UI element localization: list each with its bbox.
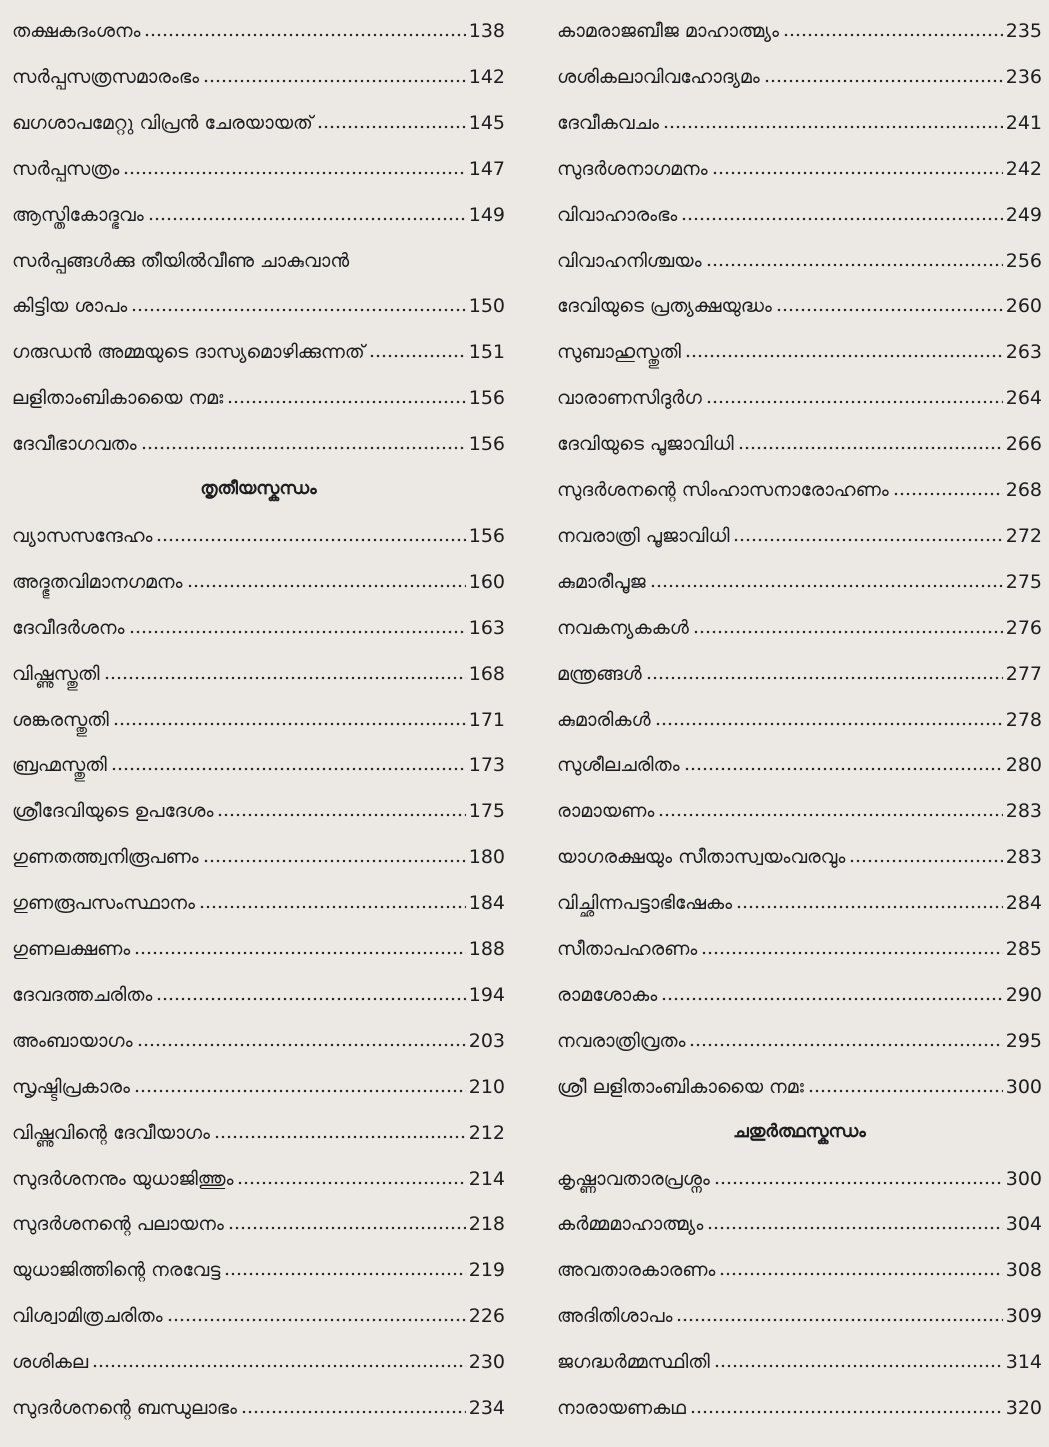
toc-entry-title: കാമരാജബീജ മാഹാത്മ്യം: [557, 20, 779, 42]
toc-entry-title: ഗുണരൂപസംസ്ഥാനം: [12, 892, 195, 915]
toc-entry-page-number: 283: [1005, 800, 1042, 823]
toc-entry[interactable]: [557, 1199, 1042, 1237]
toc-entry-page-number: 280: [1005, 754, 1042, 777]
toc-entry-title: വിവാഹനിശ്ചയം: [557, 249, 702, 272]
toc-entry-page-number: 188: [468, 938, 505, 960]
toc-entry[interactable]: [12, 236, 505, 274]
dot-leader: [113, 721, 466, 727]
dot-leader: [733, 537, 1002, 543]
toc-entry-page-number: 226: [468, 1305, 505, 1328]
toc-entry[interactable]: [557, 786, 1042, 824]
toc-entry-page-number: 175: [468, 800, 505, 823]
dot-leader: [317, 124, 466, 130]
toc-entry[interactable]: [557, 1062, 1042, 1100]
dot-leader: [156, 996, 465, 1002]
dot-leader: [736, 904, 1003, 910]
toc-entry-page-number: 278: [1005, 708, 1042, 731]
toc-entry-title: അദ്ഭുതവിമാനഗമനം: [12, 570, 183, 593]
toc-entry-page-number: 263: [1005, 341, 1042, 364]
toc-entry-title: ശശികല: [12, 1351, 89, 1374]
toc-entry[interactable]: [12, 98, 505, 136]
dot-leader: [676, 1317, 1002, 1323]
toc-entry[interactable]: [557, 1154, 1042, 1192]
toc-entry[interactable]: [12, 419, 505, 457]
toc-entry-title: ഗരുഡൻ അമ്മയുടെ ദാസ്യമൊഴിക്കുന്നത്: [12, 341, 365, 364]
dot-leader: [199, 904, 466, 910]
toc-entry[interactable]: [557, 419, 1042, 457]
dot-leader: [156, 537, 465, 543]
toc-entry[interactable]: [12, 190, 505, 228]
toc-entry[interactable]: [557, 1383, 1042, 1421]
dot-leader: [141, 445, 466, 451]
dot-leader: [714, 1180, 1003, 1186]
toc-entry-title: സൃഷ്ടിപ്രകാരം: [12, 1075, 130, 1098]
toc-entry[interactable]: [557, 1016, 1042, 1054]
toc-entry-title: ആസ്തികോദ്ഭവം: [12, 203, 144, 226]
toc-entry-title: ശ്രീ ലളിതാംബികായൈ നമഃ: [557, 1075, 804, 1098]
toc-entry-title: വിവാഹാരംഭം: [557, 203, 678, 226]
toc-entry-page-number: 235: [1005, 20, 1042, 42]
toc-entry[interactable]: [12, 281, 505, 319]
dot-leader: [650, 583, 1003, 589]
toc-entry-page-number: 163: [468, 616, 505, 639]
toc-entry-page-number: 266: [1005, 433, 1042, 456]
toc-entry-page-number: 218: [468, 1213, 505, 1236]
dot-leader: [685, 353, 1003, 359]
dot-leader: [693, 629, 1003, 635]
toc-entry-title: കുമാരീപൂജ: [557, 570, 646, 593]
toc-entry-title: സുശീലചരിതം: [557, 754, 680, 777]
toc-entry-page-number: 285: [1005, 938, 1042, 960]
toc-entry-page-number: 180: [468, 846, 505, 869]
toc-entry-title: ഗുണലക്ഷണം: [12, 938, 131, 960]
toc-entry-page-number: 219: [468, 1259, 505, 1282]
dot-leader: [738, 445, 1003, 451]
toc-entry-page-number: 236: [1005, 65, 1042, 88]
toc-entry[interactable]: [557, 603, 1042, 641]
toc-entry[interactable]: [12, 695, 505, 733]
dot-leader: [849, 858, 1002, 864]
dot-leader: [783, 32, 1003, 38]
toc-entry-title: സർപ്പസത്രസമാരംഭം: [12, 65, 200, 88]
toc-entry-title: കൃഷ്ണാവതാരപ്രശ്നം: [557, 1167, 710, 1190]
toc-entry-page-number: 212: [468, 1121, 505, 1144]
dot-leader: [131, 307, 466, 313]
toc-entry[interactable]: [557, 1291, 1042, 1329]
dot-leader: [217, 812, 465, 818]
toc-entry-page-number: 241: [1005, 111, 1042, 134]
dot-leader: [92, 1363, 466, 1369]
dot-leader: [706, 399, 1003, 405]
toc-entry-page-number: 138: [468, 20, 505, 42]
toc-entry[interactable]: [557, 695, 1042, 733]
toc-entry[interactable]: [12, 1337, 505, 1375]
toc-entry-page-number: 249: [1005, 203, 1042, 226]
toc-entry-page-number: 210: [468, 1075, 505, 1098]
toc-entry[interactable]: [12, 373, 505, 411]
toc-entry-page-number: 156: [468, 387, 505, 410]
toc-entry-page-number: 277: [1005, 662, 1042, 685]
toc-entry[interactable]: [557, 144, 1042, 182]
dot-leader: [663, 124, 1003, 130]
dot-leader: [187, 583, 466, 589]
toc-entry[interactable]: [12, 603, 505, 641]
toc-entry-title: കർമ്മമാഹാത്മ്യം: [557, 1213, 704, 1236]
dot-leader: [658, 812, 1002, 818]
toc-entry[interactable]: [12, 1245, 505, 1283]
toc-entry-title: തക്ഷകദംശനം: [12, 20, 141, 42]
toc-entry[interactable]: [12, 1291, 505, 1329]
toc-entry[interactable]: [12, 1383, 505, 1421]
toc-entry[interactable]: [557, 236, 1042, 274]
dot-leader: [228, 1225, 466, 1231]
toc-entry-page-number: 295: [1005, 1029, 1042, 1052]
toc-entry[interactable]: [12, 878, 505, 916]
toc-entry[interactable]: [12, 327, 505, 365]
toc-entry[interactable]: [557, 1245, 1042, 1283]
toc-entry-title: ദേവീഭാഗവതം: [12, 433, 137, 456]
toc-entry-page-number: 203: [468, 1029, 505, 1052]
section-heading: തൃതീയസ്കന്ധം: [200, 478, 317, 499]
dot-leader: [689, 1042, 1002, 1048]
toc-entry-title: അദിതിശാപം: [557, 1305, 673, 1328]
toc-entry-title: ലളിതാംബികായൈ നമഃ: [12, 387, 224, 410]
toc-entry-title: അംബായാഗം: [12, 1029, 133, 1052]
toc-entry[interactable]: [557, 832, 1042, 870]
toc-entry-page-number: 150: [468, 295, 505, 318]
toc-entry-page-number: 230: [468, 1351, 505, 1374]
dot-leader: [134, 950, 465, 956]
dot-leader: [719, 1271, 1002, 1277]
toc-entry[interactable]: [557, 878, 1042, 916]
toc-entry[interactable]: [12, 1062, 505, 1100]
toc-entry-page-number: 283: [1005, 846, 1042, 869]
toc-entry-page-number: 149: [468, 203, 505, 226]
toc-entry[interactable]: [557, 557, 1042, 595]
toc-entry-title: വിഷ്ണുസ്തുതി: [12, 662, 100, 685]
toc-entry-title: വാരാണസിദുർഗ: [557, 387, 702, 410]
toc-entry-title: ദേവിയുടെ പ്രത്യക്ഷയുദ്ധം: [557, 295, 772, 318]
dot-leader: [655, 721, 1003, 727]
dot-leader: [701, 950, 1002, 956]
toc-entry[interactable]: [557, 98, 1042, 136]
toc-entry-page-number: 242: [1005, 157, 1042, 180]
dot-leader: [714, 1363, 1003, 1369]
toc-entry-page-number: 160: [468, 570, 505, 593]
toc-entry-page-number: 156: [468, 524, 505, 547]
toc-entry[interactable]: [557, 924, 1042, 962]
toc-entry[interactable]: [557, 6, 1042, 44]
toc-entry-title: ദേവീകവചം: [557, 111, 659, 134]
toc-entry-title: കുമാരികൾ: [557, 708, 651, 731]
toc-entry-title: നവരാത്രി പൂജാവിധി: [557, 524, 730, 547]
toc-entry-title: അവതാരകാരണം: [557, 1259, 716, 1282]
dot-leader: [764, 78, 1003, 84]
toc-entry[interactable]: [12, 740, 505, 778]
dot-leader: [808, 1088, 1003, 1094]
toc-entry-page-number: 308: [1005, 1259, 1042, 1282]
toc-entry-title: സുദർശനന്റെ പലായനം: [12, 1213, 224, 1236]
toc-entry-page-number: 184: [468, 892, 505, 915]
toc-entry-title: ദേവീദർശനം: [12, 616, 125, 639]
toc-entry-page-number: 304: [1005, 1213, 1042, 1236]
toc-entry-title: രാമശോകം: [557, 983, 658, 1006]
toc-entry-title: സർപ്പസത്രം: [12, 157, 120, 180]
toc-entry-page-number: 300: [1005, 1167, 1042, 1190]
toc-entry-page-number: 275: [1005, 570, 1042, 593]
toc-entry-title: വിച്ഛിന്നപട്ടാഭിഷേകം: [557, 892, 733, 915]
dot-leader: [227, 399, 465, 405]
toc-entry[interactable]: [557, 740, 1042, 778]
dot-leader: [684, 766, 1003, 772]
toc-entry-page-number: 145: [468, 111, 505, 134]
toc-entry-page-number: 168: [468, 662, 505, 685]
toc-entry-page-number: 234: [468, 1397, 505, 1419]
toc-entry-page-number: 309: [1005, 1305, 1042, 1328]
dot-leader: [123, 170, 465, 176]
toc-entry-title: കിട്ടിയ ശാപം: [12, 295, 128, 318]
toc-entry[interactable]: [557, 190, 1042, 228]
toc-entry-title: സുദർശനന്റെ ബന്ധുലാഭം: [12, 1397, 237, 1419]
toc-entry[interactable]: [12, 511, 505, 549]
toc-entry-page-number: 142: [468, 65, 505, 88]
toc-entry-page-number: 320: [1005, 1397, 1042, 1419]
toc-entry-page-number: 173: [468, 754, 505, 777]
toc-entry-page-number: 272: [1005, 524, 1042, 547]
toc-entry-title: ഖഗശാപമേറ്റു വിപ്രൻ ചേരയായത്: [12, 111, 313, 134]
toc-entry[interactable]: [12, 557, 505, 595]
toc-entry[interactable]: [12, 144, 505, 182]
dot-leader: [241, 1409, 466, 1415]
dot-leader: [129, 629, 466, 635]
toc-entry-page-number: 214: [468, 1167, 505, 1190]
toc-entry-page-number: 260: [1005, 295, 1042, 318]
toc-entry[interactable]: [12, 786, 505, 824]
toc-entry[interactable]: [12, 1199, 505, 1237]
dot-leader: [237, 1180, 465, 1186]
toc-entry[interactable]: [557, 327, 1042, 365]
dot-leader: [893, 491, 1003, 497]
toc-entry[interactable]: [12, 970, 505, 1008]
toc-entry-page-number: 276: [1005, 616, 1042, 639]
dot-leader: [369, 353, 466, 359]
toc-entry-title: സുദർശനാഗമനം: [557, 157, 708, 180]
dot-leader: [214, 1134, 466, 1140]
section-heading: ചതുർത്ഥസ്കന്ധം: [733, 1120, 866, 1142]
dot-leader: [137, 1042, 466, 1048]
toc-entry-page-number: 151: [468, 341, 505, 364]
toc-entry-page-number: 284: [1005, 892, 1042, 915]
toc-entry-title: നവകന്യകകൾ: [557, 616, 689, 639]
dot-leader: [707, 1225, 1002, 1231]
toc-entry[interactable]: [12, 924, 505, 962]
toc-entry[interactable]: [12, 832, 505, 870]
dot-leader: [203, 858, 466, 864]
toc-entry-page-number: 256: [1005, 249, 1042, 272]
toc-entry[interactable]: [557, 511, 1042, 549]
toc-entry-page-number: 147: [468, 157, 505, 180]
toc-entry-title: യാഗരക്ഷയും സീതാസ്വയംവരവും: [557, 846, 846, 869]
toc-entry-title: വിശ്വാമിത്രചരിതം: [12, 1305, 163, 1328]
toc-entry-page-number: 156: [468, 433, 505, 456]
toc-entry-title: ദേവദത്തചരിതം: [12, 983, 153, 1006]
dot-leader: [646, 675, 1003, 681]
toc-entry-title: ശ്രീദേവിയുടെ ഉപദേശം: [12, 800, 214, 823]
dot-leader: [144, 32, 465, 38]
toc-entry[interactable]: [557, 52, 1042, 90]
dot-leader: [203, 78, 466, 84]
toc-entry[interactable]: [12, 52, 505, 90]
toc-entry[interactable]: [557, 373, 1042, 411]
toc-entry-title: വ്യാസസന്ദേഹം: [12, 524, 153, 547]
toc-entry-title: നവരാത്രിവ്രതം: [557, 1029, 686, 1052]
dot-leader: [224, 1271, 465, 1277]
toc-entry-page-number: 264: [1005, 387, 1042, 410]
toc-entry-title: നാരായണകഥ: [557, 1397, 686, 1419]
toc-entry-title: ശങ്കരസ്തുതി: [12, 708, 109, 731]
toc-entry[interactable]: [12, 649, 505, 687]
toc-entry[interactable]: [12, 1154, 505, 1192]
toc-entry-title: സർപ്പങ്ങൾക്കു തീയിൽവീണു ചാകുവാൻ: [12, 249, 350, 272]
dot-leader: [681, 216, 1002, 222]
toc-entry-page-number: 268: [1005, 479, 1042, 501]
dot-leader: [690, 1409, 1003, 1415]
toc-entry[interactable]: [557, 281, 1042, 319]
toc-entry-title: ഗുണതത്ത്വനിരൂപണം: [12, 846, 199, 869]
toc-entry-title: സുദർശനനും യുധാജിത്തും: [12, 1167, 234, 1190]
toc-entry[interactable]: [12, 1016, 505, 1054]
toc-entry-title: മന്ത്രങ്ങൾ: [557, 662, 642, 685]
toc-entry-title: ബ്രഹ്മസ്തുതി: [12, 754, 107, 777]
toc-entry-page-number: 300: [1005, 1075, 1042, 1098]
toc-entry[interactable]: [557, 465, 1042, 503]
dot-leader: [134, 1088, 466, 1094]
toc-entry-page-number: 194: [468, 983, 505, 1006]
toc-entry-page-number: 290: [1005, 983, 1042, 1006]
toc-entry[interactable]: [12, 6, 505, 44]
toc-entry-title: ദേവിയുടെ പൂജാവിധി: [557, 433, 734, 456]
toc-entry[interactable]: [557, 649, 1042, 687]
dot-leader: [104, 675, 466, 681]
dot-leader: [706, 262, 1003, 268]
toc-entry[interactable]: [12, 1108, 505, 1146]
dot-leader: [167, 1317, 466, 1323]
toc-entry[interactable]: [557, 1337, 1042, 1375]
dot-leader: [148, 216, 466, 222]
dot-leader: [712, 170, 1003, 176]
dot-leader: [111, 766, 466, 772]
toc-entry-title: സുദർശനന്റെ സിംഹാസനാരോഹണം: [557, 479, 889, 501]
toc-entry-title: രാമായണം: [557, 800, 655, 823]
toc-entry-title: സുബാഹുസ്തുതി: [557, 341, 681, 364]
toc-entry-title: വിഷ്ണുവിന്റെ ദേവീയാഗം: [12, 1121, 210, 1144]
toc-entry[interactable]: [557, 970, 1042, 1008]
toc-entry-page-number: 171: [468, 708, 505, 731]
toc-entry-title: ജഗദ്ധർമ്മസ്ഥിതി: [557, 1351, 710, 1374]
toc-entry-title: യുധാജിത്തിന്റെ നരവേട്ട: [12, 1259, 221, 1282]
toc-entry-title: സീതാപഹരണം: [557, 938, 698, 960]
toc-entry-title: ശശികലാവിവഹോദ്യമം: [557, 65, 760, 88]
dot-leader: [776, 307, 1003, 313]
toc-entry-page-number: 314: [1005, 1351, 1042, 1374]
dot-leader: [661, 996, 1003, 1002]
